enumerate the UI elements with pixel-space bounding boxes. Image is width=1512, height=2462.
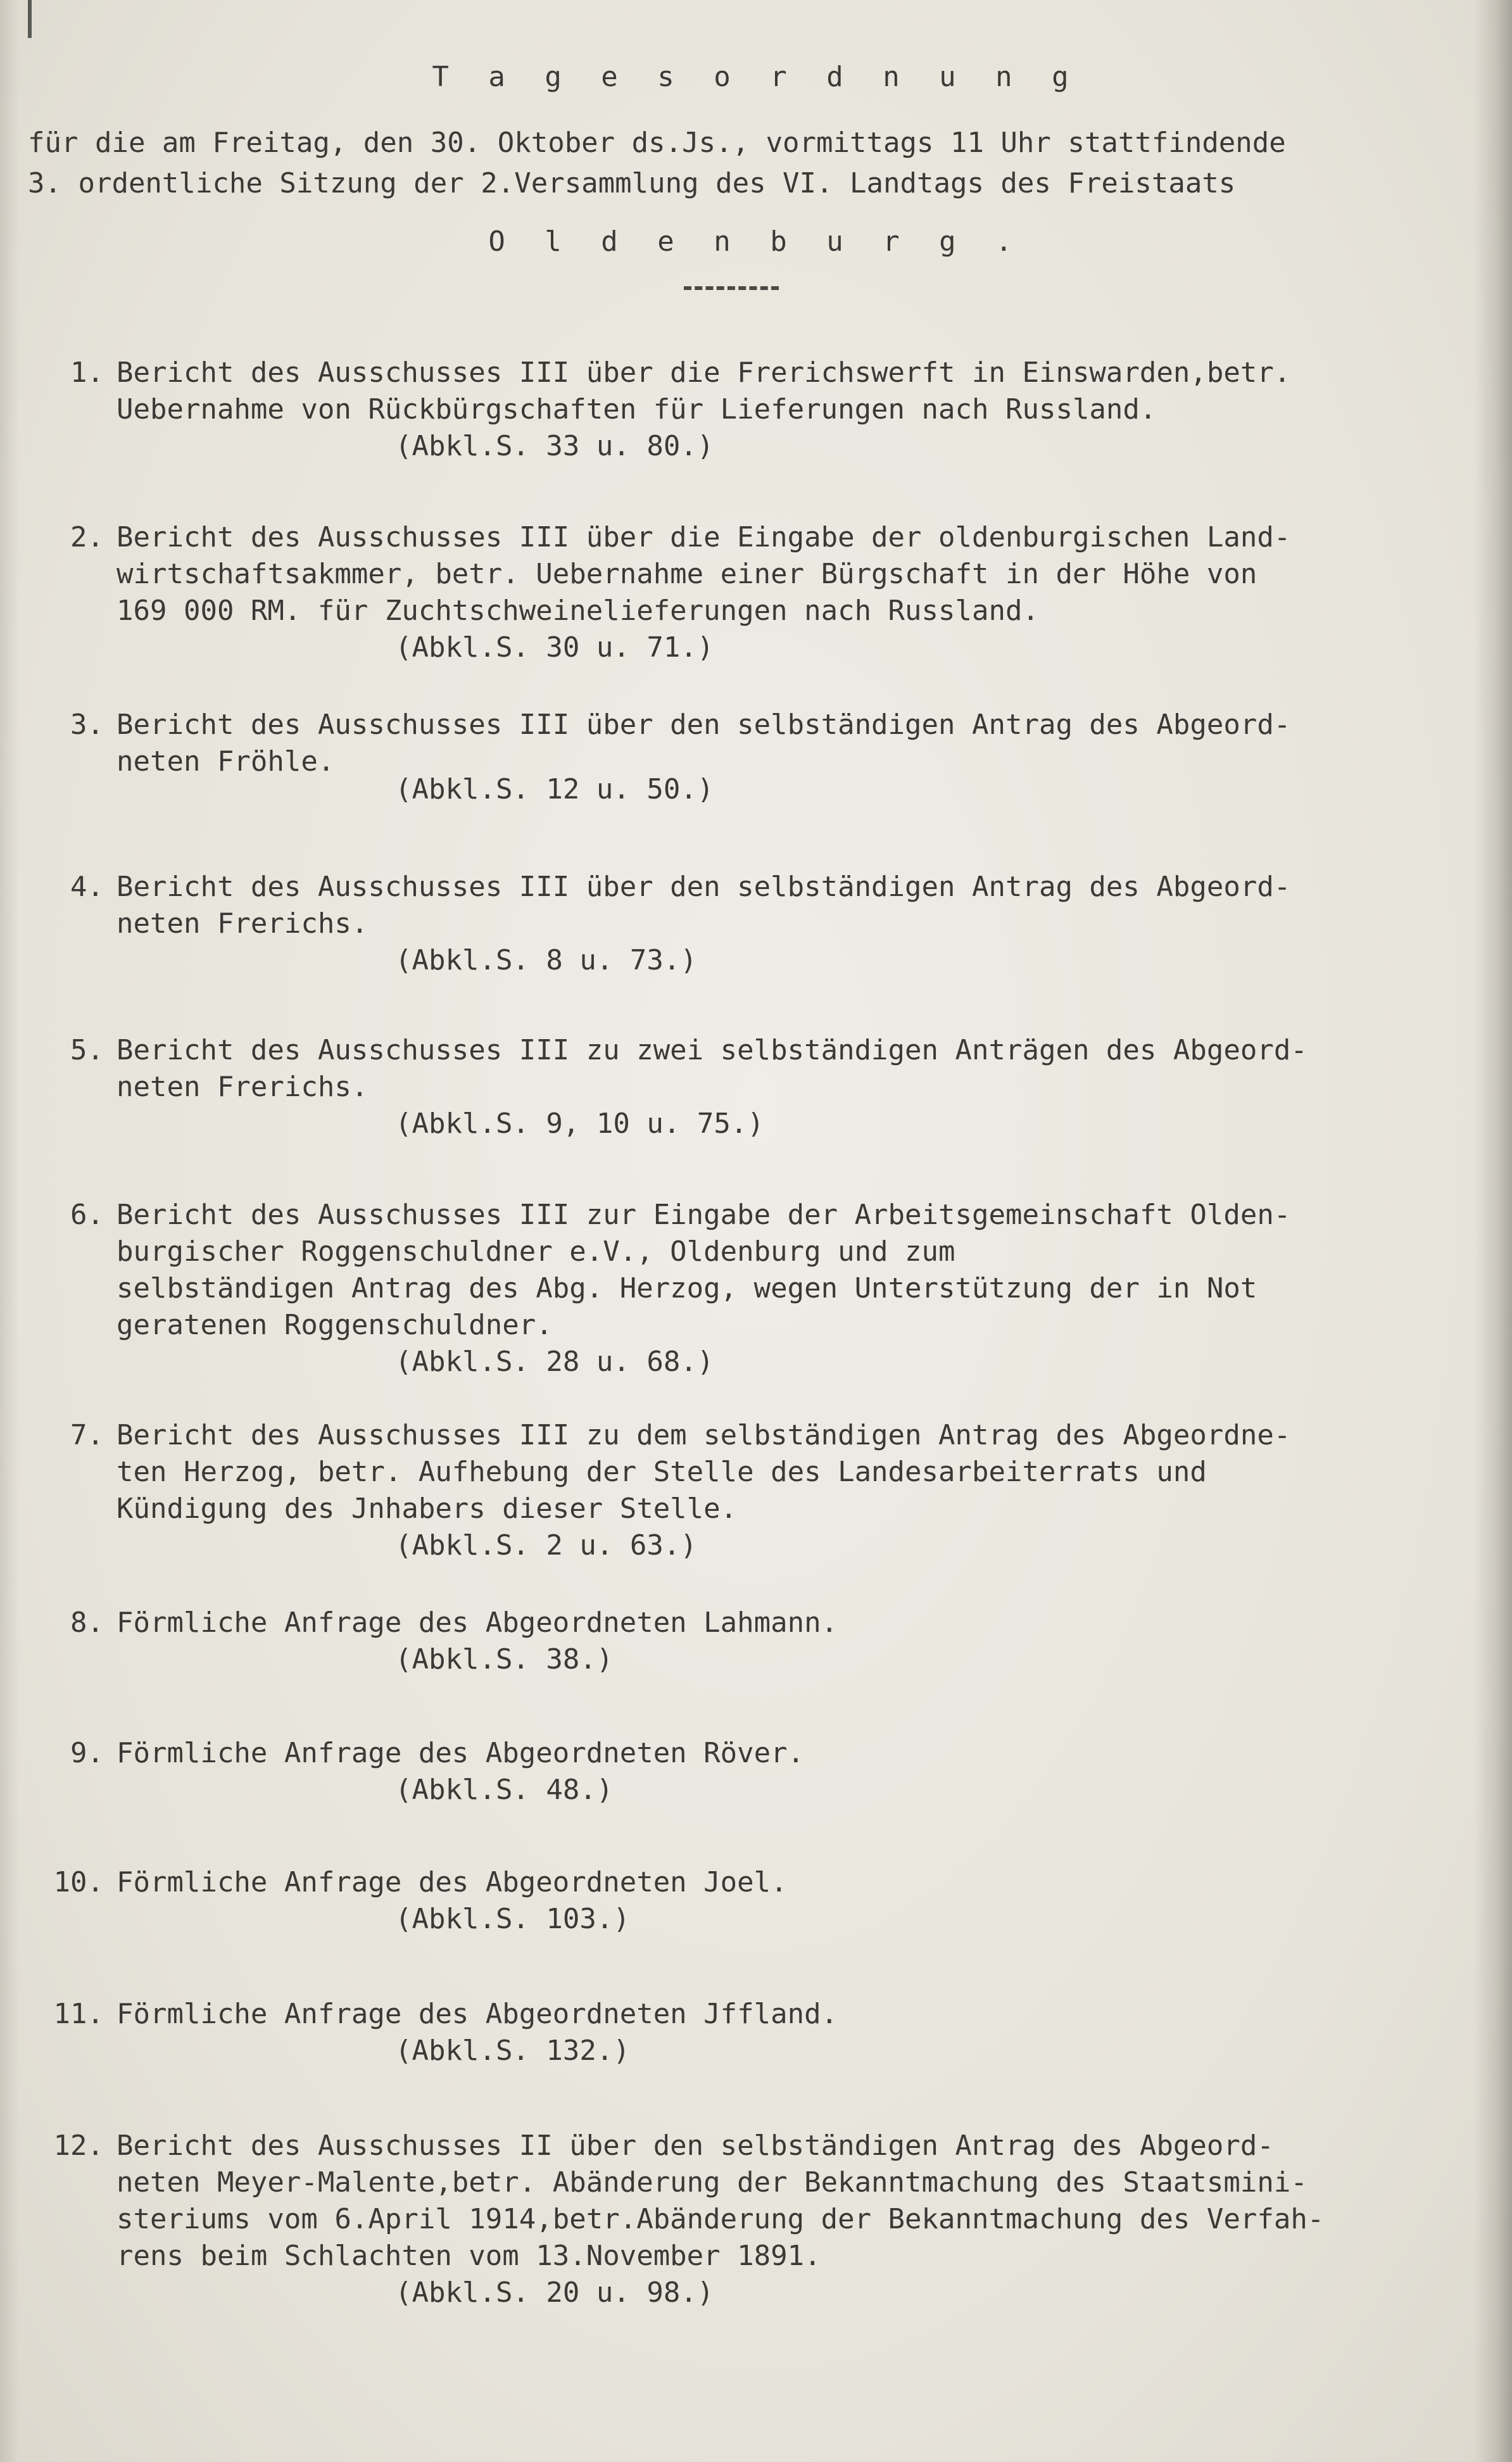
item-number: 11. xyxy=(53,1998,104,2030)
item-body xyxy=(117,519,1290,666)
item-number: 12. xyxy=(53,2130,104,2162)
item-number: 4. xyxy=(70,871,104,903)
item-body xyxy=(117,1417,1290,1564)
intro-line-1: für die am Freitag, den 30. Oktober ds.Js., vormittags 11 Uhr stattfindende xyxy=(28,127,1286,159)
item-text-line: Förmliche Anfrage des Abgeordneten Röver. xyxy=(117,1737,805,1769)
item-text-line: neten Fröhle. xyxy=(117,745,335,778)
item-text-line: Bericht des Ausschusses III über die Frerichswerft in Einswarden,betr. xyxy=(117,357,1291,389)
item-text-line: Uebernahme von Rückbürgschaften für Lieferungen nach Russland. xyxy=(117,393,1157,426)
item-text-line: Bericht des Ausschusses III zur Eingabe der Arbeitsgemeinschaft Olden- xyxy=(117,1199,1291,1231)
item-reference: (Abkl.S. 28 u. 68.) xyxy=(395,1346,714,1378)
item-reference: (Abkl.S. 38.) xyxy=(395,1643,614,1676)
item-body xyxy=(117,355,1290,465)
item-text-line: Bericht des Ausschusses III über die Eingabe der oldenburgischen Land- xyxy=(117,521,1291,553)
item-reference: (Abkl.S. 20 u. 98.) xyxy=(395,2276,714,2309)
item-text-line: neten Frerichs. xyxy=(117,1071,369,1103)
item-number: 2. xyxy=(70,521,104,553)
item-reference: (Abkl.S. 2 u. 63.) xyxy=(395,1529,697,1562)
item-text-line: geratenen Roggenschuldner. xyxy=(117,1309,553,1341)
item-body xyxy=(117,707,1290,808)
item-reference: (Abkl.S. 30 u. 71.) xyxy=(395,631,714,664)
item-number: 1. xyxy=(70,357,104,389)
item-reference: (Abkl.S. 12 u. 50.) xyxy=(395,773,714,805)
item-text-line: Kündigung des Jnhabers dieser Stelle. xyxy=(117,1493,738,1525)
item-reference: (Abkl.S. 8 u. 73.) xyxy=(395,944,697,976)
item-text-line: steriums vom 6.April 1914,betr.Abänderung der Bekanntmachung des Verfah- xyxy=(117,2203,1325,2235)
separator-dashes xyxy=(684,286,779,290)
place-heading: O l d e n b u r g . xyxy=(488,225,1024,258)
item-text-line: Bericht des Ausschusses III zu zwei selbständigen Anträgen des Abgeord- xyxy=(117,1034,1307,1066)
item-text-line: burgischer Roggenschuldner e.V., Oldenburg und zum xyxy=(117,1235,955,1268)
item-reference: (Abkl.S. 48.) xyxy=(395,1774,614,1806)
item-text-line: ten Herzog, betr. Aufhebung der Stelle des Landesarbeiterrats und xyxy=(117,1456,1207,1488)
item-number: 8. xyxy=(70,1607,104,1639)
item-text-line: Förmliche Anfrage des Abgeordneten Lahmann. xyxy=(117,1607,838,1639)
item-number: 9. xyxy=(70,1737,104,1769)
item-text-line: Förmliche Anfrage des Abgeordneten Joel. xyxy=(117,1866,788,1898)
item-text-line: Bericht des Ausschusses II über den selbständigen Antrag des Abgeord- xyxy=(117,2130,1274,2162)
item-body xyxy=(117,1996,838,2069)
page-edge-right xyxy=(1474,0,1512,2462)
item-text-line: Förmliche Anfrage des Abgeordneten Jffland. xyxy=(117,1998,838,2030)
item-body xyxy=(117,869,1290,979)
document-title: T a g e s o r d n u n g xyxy=(432,61,1080,93)
item-text-line: wirtschaftsakmmer, betr. Uebernahme einer Bürgschaft in der Höhe von xyxy=(117,558,1257,590)
item-body xyxy=(117,2128,1324,2311)
item-body xyxy=(117,1605,838,1678)
item-reference: (Abkl.S. 103.) xyxy=(395,1903,630,1935)
item-reference: (Abkl.S. 132.) xyxy=(395,2035,630,2067)
item-reference: (Abkl.S. 33 u. 80.) xyxy=(395,430,714,462)
item-body xyxy=(117,1197,1290,1380)
item-reference: (Abkl.S. 9, 10 u. 75.) xyxy=(395,1108,764,1140)
item-text-line: rens beim Schlachten vom 13.November 1891. xyxy=(117,2240,821,2272)
item-body xyxy=(117,1735,804,1809)
item-text-line: neten Meyer-Malente,betr. Abänderung der Bekanntmachung des Staatsmini- xyxy=(117,2166,1307,2199)
item-number: 5. xyxy=(70,1034,104,1066)
item-body xyxy=(117,1032,1307,1142)
item-text-line: Bericht des Ausschusses III über den selbständigen Antrag des Abgeord- xyxy=(117,871,1291,903)
page-edge-left xyxy=(0,0,19,2462)
item-text-line: 169 000 RM. für Zuchtschweinelieferungen nach Russland. xyxy=(117,595,1039,627)
item-text-line: neten Frerichs. xyxy=(117,907,369,940)
item-number: 3. xyxy=(70,709,104,741)
margin-mark xyxy=(28,0,32,38)
item-body xyxy=(117,1864,788,1938)
item-text-line: Bericht des Ausschusses III über den selbständigen Antrag des Abgeord- xyxy=(117,709,1291,741)
intro-line-2: 3. ordentliche Sitzung der 2.Versammlung des VI. Landtags des Freistaats xyxy=(28,167,1236,199)
item-number: 6. xyxy=(70,1199,104,1231)
item-text-line: selbständigen Antrag des Abg. Herzog, wegen Unterstützung der in Not xyxy=(117,1272,1257,1304)
item-number: 7. xyxy=(70,1419,104,1451)
item-text-line: Bericht des Ausschusses III zu dem selbständigen Antrag des Abgeordne- xyxy=(117,1419,1291,1451)
item-number: 10. xyxy=(53,1866,104,1898)
